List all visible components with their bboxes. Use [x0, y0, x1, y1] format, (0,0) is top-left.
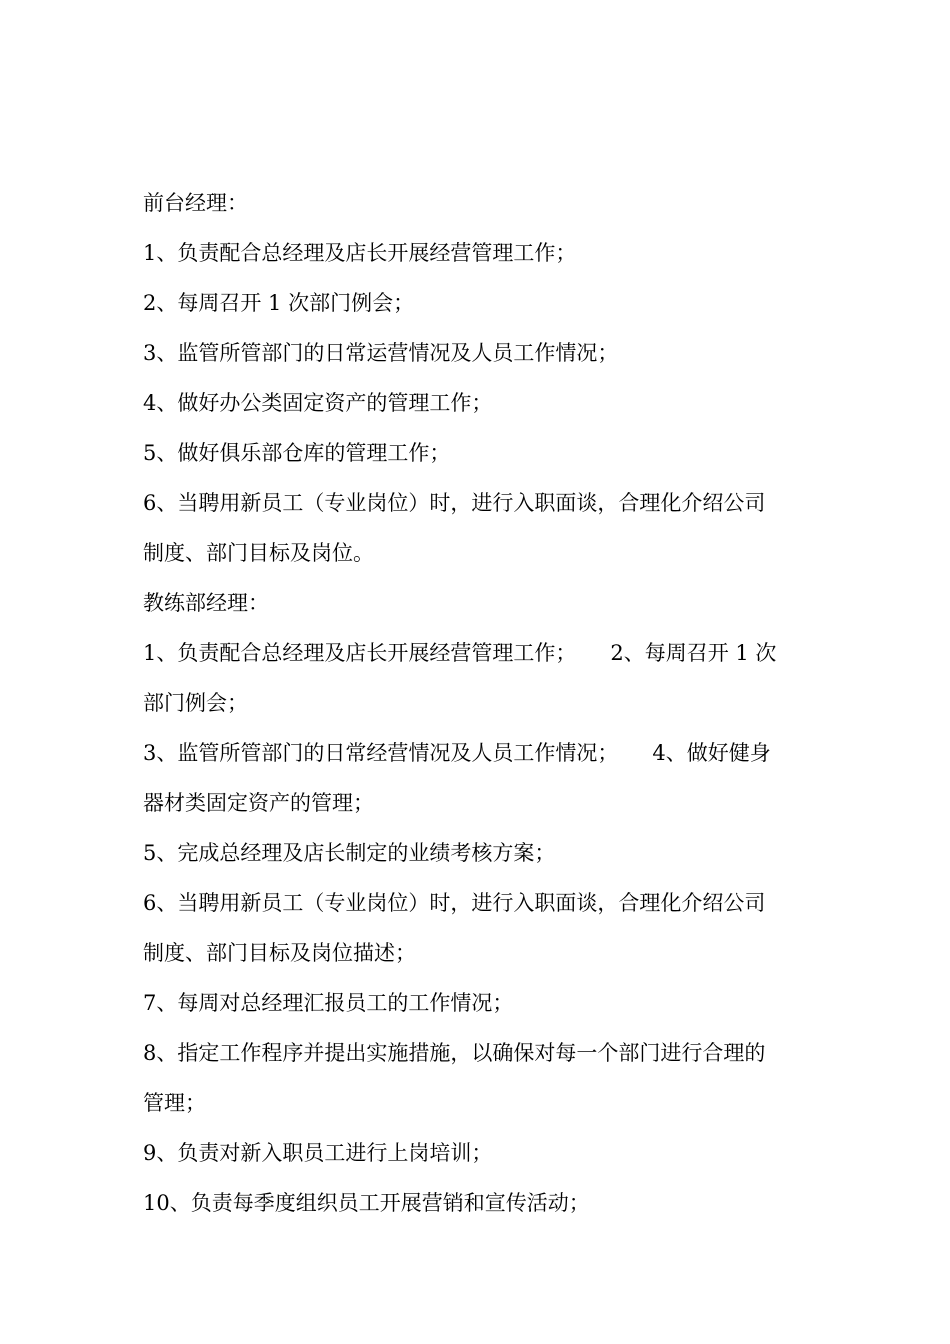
paragraph-line	[143, 728, 823, 778]
section-heading-coach-manager: 教练部经理：	[143, 591, 269, 615]
paragraph-line: 6、当聘用新员工（专业岗位）时，进行入职面谈，合理化介绍公司	[143, 491, 766, 515]
paragraph-line: 制度、部门目标及岗位。	[143, 541, 374, 565]
paragraph-line: 5、完成总经理及店长制定的业绩考核方案；	[143, 841, 556, 865]
paragraph-segment: 4、做好健身	[652, 741, 771, 765]
paragraph-line: 4、做好办公类固定资产的管理工作；	[143, 391, 493, 415]
paragraph-line: 10、负责每季度组织员工开展营销和宣传活动；	[143, 1191, 590, 1215]
paragraph-line: 6、当聘用新员工（专业岗位）时，进行入职面谈，合理化介绍公司	[143, 891, 766, 915]
paragraph-line: 制度、部门目标及岗位描述；	[143, 941, 416, 965]
paragraph-line: 部门例会；	[143, 691, 248, 715]
paragraph-line: 1、负责配合总经理及店长开展经营管理工作；	[143, 241, 577, 265]
paragraph-line: 9、负责对新入职员工进行上岗培训；	[143, 1141, 493, 1165]
paragraph-segment: 2、每周召开 1 次	[610, 641, 777, 665]
paragraph-segment: 3、监管所管部门的日常经营情况及人员工作情况；	[143, 741, 619, 765]
paragraph-line: 2、每周召开 1 次部门例会；	[143, 291, 415, 315]
document-body	[143, 178, 823, 1228]
paragraph-line: 8、指定工作程序并提出实施措施，以确保对每一个部门进行合理的	[143, 1041, 766, 1065]
paragraph-segment: 1、负责配合总经理及店长开展经营管理工作；	[143, 641, 577, 665]
paragraph-line	[143, 628, 823, 678]
paragraph-line: 7、每周对总经理汇报员工的工作情况；	[143, 991, 514, 1015]
paragraph-line: 3、监管所管部门的日常运营情况及人员工作情况；	[143, 341, 619, 365]
section-heading-front-desk-manager: 前台经理：	[143, 191, 248, 215]
paragraph-line: 5、做好俱乐部仓库的管理工作；	[143, 441, 451, 465]
paragraph-line: 器材类固定资产的管理；	[143, 791, 374, 815]
paragraph-line: 管理；	[143, 1091, 206, 1115]
